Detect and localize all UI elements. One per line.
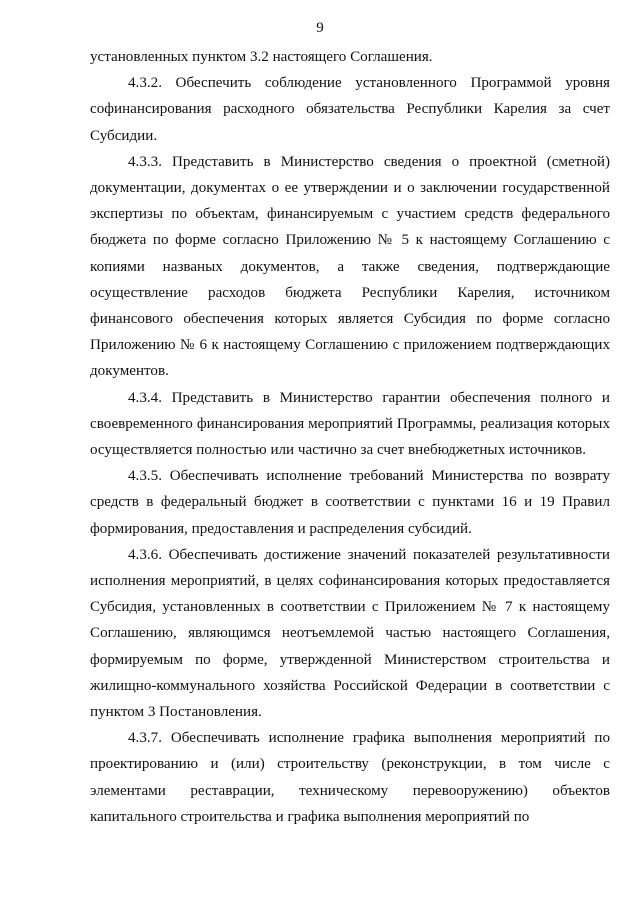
document-body (90, 44, 610, 830)
paragraph-4-3-6: 4.3.6. Обеспечивать достижение значений показателей результативности исполнения мероприятий, в целях софинансирования которых предоставляется Субсидия, установленных в соответствии с Приложением № 7 к настоящему Соглашению, являющимся неотъемлемой частью настоящего Соглашения, формируемым по форме, утвержденной Министерством строительства и жилищно-коммунального хозяйства Российской Федерации в соответствии с пунктом 3 Постановления. (90, 546, 610, 721)
paragraph-4-3-7: 4.3.7. Обеспечивать исполнение графика выполнения мероприятий по проектированию и (или) строительству (реконструкции, в том числе с элементами реставрации, техническому перевооружению) объектов капитального строительства и графика выполнения мероприятий по (90, 730, 610, 825)
paragraph-4-3-2: 4.3.2. Обеспечить соблюдение установленного Программой уровня софинансирования расходного обязательства Республики Карелия за счет Субсидии. (90, 75, 610, 144)
paragraph-continuation: установленных пунктом 3.2 настоящего Соглашения. (90, 49, 433, 65)
paragraph-4-3-3: 4.3.3. Представить в Министерство сведения о проектной (сметной) документации, документах о ее утверждении и о заключении государственной экспертизы по объектам, финансируемым с участием средств федерального бюджета по форме согласно Приложению № 5 к настоящему Соглашению с копиями названых документов, а также сведения, подтверждающие осуществление расходов бюджета Республики Карелия, источником финансового обеспечения которых является Субсидия по форме согласно Приложению № 6 к настоящему Соглашению с приложением подтверждающих документов. (90, 153, 610, 380)
paragraph-4-3-4: 4.3.4. Представить в Министерство гарантии обеспечения полного и своевременного финансирования мероприятий Программы, реализация которых осуществляется полностью или частично за счет внебюджетных источников. (90, 389, 610, 459)
page-number: 9 (316, 20, 324, 36)
paragraph-4-3-5: 4.3.5. Обеспечивать исполнение требований Министерства по возврату средств в федеральный бюджет в соответствии с пунктами 16 и 19 Правил формирования, предоставления и распределения субсидий. (90, 468, 610, 537)
